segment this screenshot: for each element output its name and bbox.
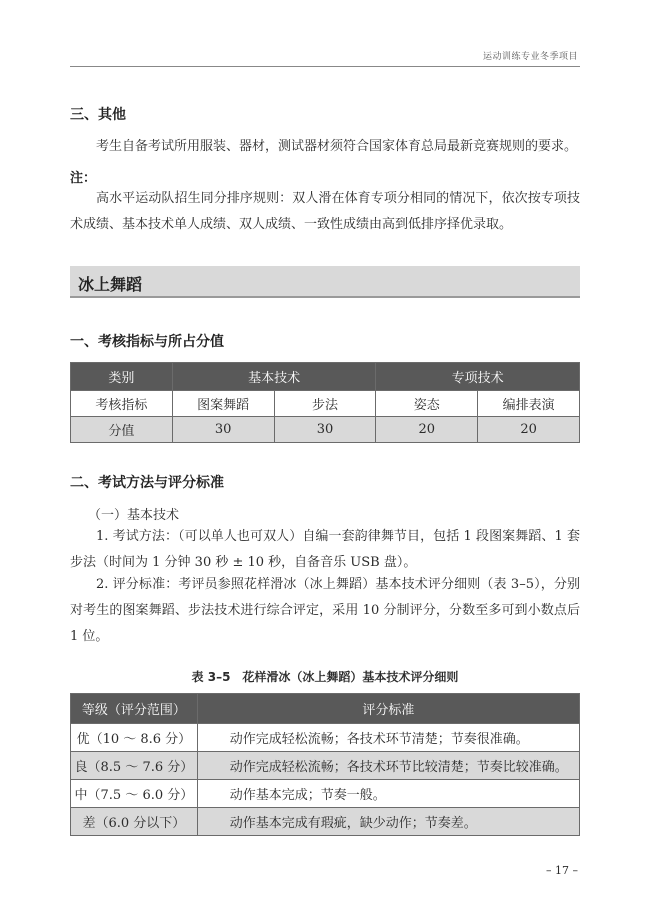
table-row bbox=[71, 780, 580, 808]
grade-cell: 优（10 ～ 8.6 分） bbox=[71, 724, 198, 752]
table-row bbox=[71, 417, 580, 443]
header-grade: 等级（评分范围） bbox=[71, 694, 198, 724]
grading-table bbox=[70, 693, 580, 836]
grading-table-header bbox=[71, 694, 580, 724]
header-divider bbox=[70, 66, 580, 67]
grade-cell: 良（8.5 ～ 7.6 分） bbox=[71, 752, 198, 780]
note-label: 注： bbox=[70, 171, 97, 186]
cell: 分值 bbox=[71, 417, 173, 443]
cell: 30 bbox=[274, 417, 376, 443]
sub-heading: （一）基本技术 bbox=[88, 508, 180, 523]
cell: 步法 bbox=[274, 391, 376, 417]
table-row bbox=[71, 724, 580, 752]
cell: 图案舞蹈 bbox=[172, 391, 274, 417]
cell: 30 bbox=[172, 417, 274, 443]
method-paragraph: 1. 考试方法：（可以单人也可双人）自编一套韵律舞节目，包括 1 段图案舞蹈、1 套步法（时间为 1 分钟 30 秒 ± 10 秒，自备音乐 USB 盘）。 bbox=[70, 529, 580, 570]
cell: 姿态 bbox=[376, 391, 478, 417]
note-text: 高水平运动队招生同分排序规则：双人滑在体育专项分相同的情况下，依次按专项技术成绩、基本技术单人成绩、双人成绩、一致性成绩由高到低排序择优录取。 bbox=[70, 191, 580, 232]
section-one-heading: 一、考核指标与所占分值 bbox=[70, 334, 224, 350]
table-row bbox=[71, 808, 580, 836]
header-basic: 基本技术 bbox=[172, 363, 376, 391]
criteria-cell: 动作基本完成有瑕疵，缺少动作；节奏差。 bbox=[197, 808, 579, 836]
criteria-cell: 动作完成轻松流畅；各技术环节清楚；节奏很准确。 bbox=[197, 724, 579, 752]
header-criteria: 评分标准 bbox=[197, 694, 579, 724]
header-category: 类别 bbox=[71, 363, 173, 391]
criteria-paragraph: 2. 评分标准：考评员参照花样滑冰（冰上舞蹈）基本技术评分细则（表 3–5），分别对考生的图案舞蹈、步法技术进行综合评定，采用 10 分制评分，分数至多可到小数点后 1 位。 bbox=[70, 577, 580, 644]
cell: 20 bbox=[376, 417, 478, 443]
section-two-heading: 二、考试方法与评分标准 bbox=[70, 475, 224, 491]
table-row bbox=[71, 752, 580, 780]
cell: 编排表演 bbox=[478, 391, 580, 417]
section-other-text: 考生自备考试所用服装、器材，测试器材须符合国家体育总局最新竞赛规则的要求。 bbox=[96, 139, 578, 154]
running-header: 运动训练专业冬季项目 bbox=[482, 52, 578, 62]
table-row bbox=[71, 391, 580, 417]
cell: 20 bbox=[478, 417, 580, 443]
criteria-cell: 动作基本完成；节奏一般。 bbox=[197, 780, 579, 808]
cell: 考核指标 bbox=[71, 391, 173, 417]
section-band bbox=[70, 266, 580, 298]
band-title: 冰上舞蹈 bbox=[78, 275, 143, 294]
grade-cell: 中（7.5 ～ 6.0 分） bbox=[71, 780, 198, 808]
page-number: – 17 – bbox=[546, 864, 578, 877]
section-other-heading: 三、其他 bbox=[70, 107, 126, 123]
grade-cell: 差（6.0 分以下） bbox=[71, 808, 198, 836]
criteria-cell: 动作完成轻松流畅；各技术环节比较清楚；节奏比较准确。 bbox=[197, 752, 579, 780]
score-table-header bbox=[71, 363, 580, 391]
table-caption: 表 3–5 花样滑冰（冰上舞蹈）基本技术评分细则 bbox=[191, 670, 459, 684]
header-special: 专项技术 bbox=[376, 363, 580, 391]
score-table bbox=[70, 362, 580, 443]
